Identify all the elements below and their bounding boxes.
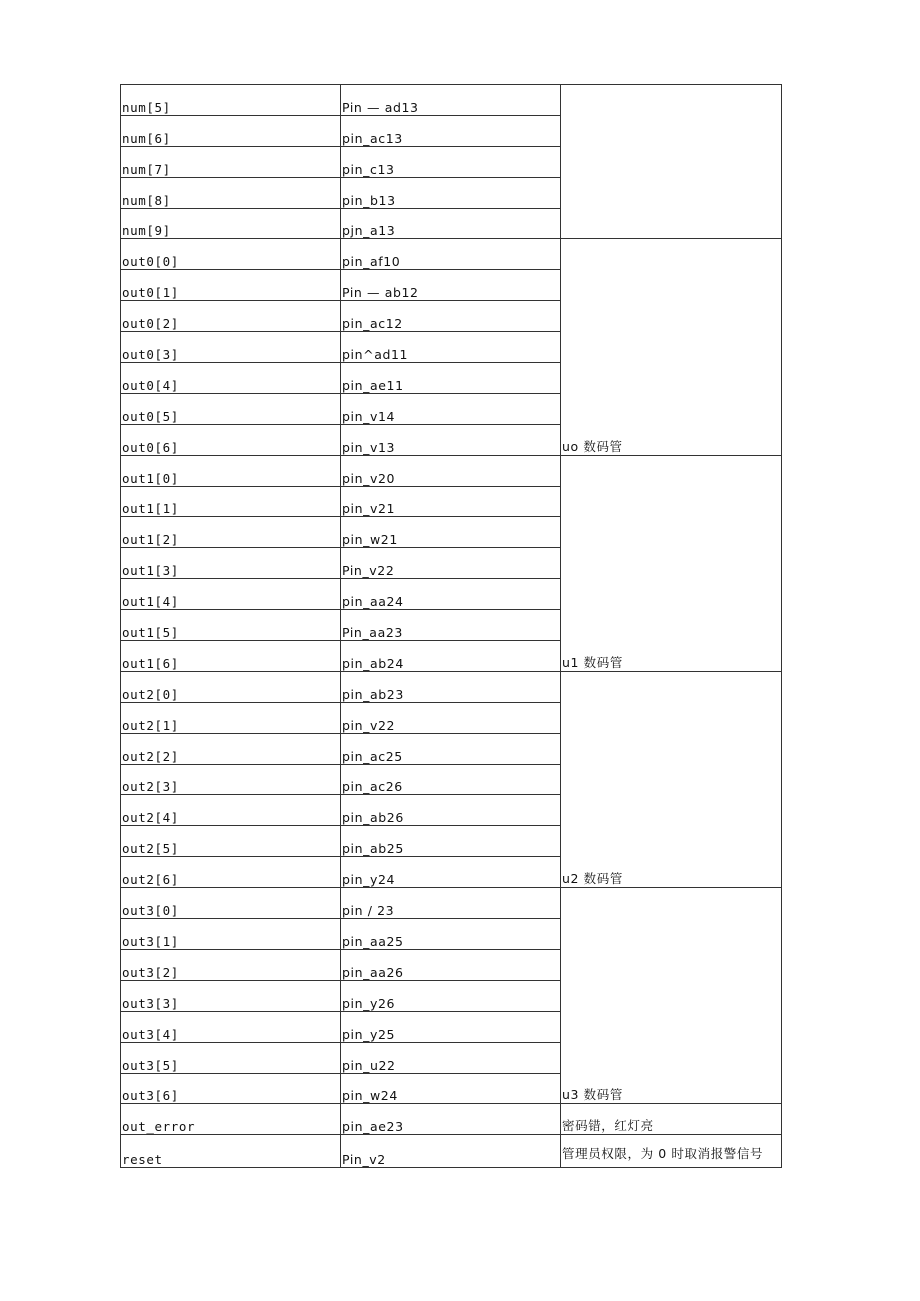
signal-name-cell: out3[2] bbox=[121, 949, 341, 980]
pin-location-cell: pin^ad11 bbox=[341, 332, 561, 363]
signal-name-cell: num[7] bbox=[121, 146, 341, 177]
signal-name-cell: out2[0] bbox=[121, 671, 341, 702]
signal-name-cell: out1[2] bbox=[121, 517, 341, 548]
pin-location-cell: pjn_a13 bbox=[341, 208, 561, 239]
signal-name-cell: out2[1] bbox=[121, 702, 341, 733]
signal-name-cell: out1[6] bbox=[121, 641, 341, 672]
signal-name-cell: out0[5] bbox=[121, 393, 341, 424]
signal-name-cell: out0[1] bbox=[121, 270, 341, 301]
table-row bbox=[121, 671, 782, 702]
table-row bbox=[121, 239, 782, 270]
pin-location-cell: pin_ae23 bbox=[341, 1104, 561, 1135]
table-row bbox=[121, 888, 782, 919]
signal-name-cell: num[8] bbox=[121, 177, 341, 208]
signal-name-cell: out0[3] bbox=[121, 332, 341, 363]
signal-name-cell: out2[4] bbox=[121, 795, 341, 826]
signal-name-cell: num[5] bbox=[121, 85, 341, 116]
pin-location-cell: pin / 23 bbox=[341, 888, 561, 919]
table-row bbox=[121, 85, 782, 116]
signal-name-cell: out2[6] bbox=[121, 857, 341, 888]
pin-location-cell: pin_v21 bbox=[341, 486, 561, 517]
pin-location-cell: pin_v13 bbox=[341, 424, 561, 455]
signal-name-cell: out0[6] bbox=[121, 424, 341, 455]
signal-name-cell: out1[1] bbox=[121, 486, 341, 517]
pin-location-cell: pin_y26 bbox=[341, 980, 561, 1011]
signal-name-cell: out3[5] bbox=[121, 1042, 341, 1073]
signal-name-cell: out3[0] bbox=[121, 888, 341, 919]
signal-name-cell: out0[4] bbox=[121, 363, 341, 394]
pin-location-cell: pin_w24 bbox=[341, 1073, 561, 1104]
pin-location-cell: pin_v20 bbox=[341, 455, 561, 486]
table-row bbox=[121, 1104, 782, 1135]
signal-name-cell: out1[4] bbox=[121, 579, 341, 610]
pin-location-cell: pin_ab23 bbox=[341, 671, 561, 702]
signal-name-cell: out0[0] bbox=[121, 239, 341, 270]
signal-name-cell: out1[0] bbox=[121, 455, 341, 486]
signal-name-cell: out3[3] bbox=[121, 980, 341, 1011]
signal-name-cell: out3[4] bbox=[121, 1011, 341, 1042]
pin-location-cell: pin_v14 bbox=[341, 393, 561, 424]
pin-location-cell: pin_aa24 bbox=[341, 579, 561, 610]
description-cell-out-error: 密码错，红灯亮 bbox=[561, 1104, 782, 1135]
description-cell-reset: 管理员权限，为 0 时取消报警信号 bbox=[561, 1135, 782, 1168]
pin-location-cell: pin_aa26 bbox=[341, 949, 561, 980]
signal-name-cell: out2[3] bbox=[121, 764, 341, 795]
description-cell-out2: u2 数码管 bbox=[561, 671, 782, 887]
pin-location-cell: pin_v22 bbox=[341, 702, 561, 733]
description-cell-out1: u1 数码管 bbox=[561, 455, 782, 671]
pin-location-cell: Pin — ad13 bbox=[341, 85, 561, 116]
pin-location-cell: pin_c13 bbox=[341, 146, 561, 177]
pin-location-cell: pin_u22 bbox=[341, 1042, 561, 1073]
pin-location-cell: pin_b13 bbox=[341, 177, 561, 208]
table-row bbox=[121, 1135, 782, 1168]
pin-location-cell: pin_ab25 bbox=[341, 826, 561, 857]
pin-location-cell: pin_af10 bbox=[341, 239, 561, 270]
signal-name-cell: out3[1] bbox=[121, 919, 341, 950]
pin-location-cell: pin_ac13 bbox=[341, 115, 561, 146]
signal-name-cell: num[9] bbox=[121, 208, 341, 239]
signal-name-cell: out1[3] bbox=[121, 548, 341, 579]
signal-name-cell: num[6] bbox=[121, 115, 341, 146]
table-row bbox=[121, 455, 782, 486]
pin-location-cell: pin_ac26 bbox=[341, 764, 561, 795]
signal-name-cell: out3[6] bbox=[121, 1073, 341, 1104]
signal-name-cell: reset bbox=[121, 1135, 341, 1168]
signal-name-cell: out_error bbox=[121, 1104, 341, 1135]
pin-location-cell: Pin_aa23 bbox=[341, 610, 561, 641]
signal-name-cell: out2[5] bbox=[121, 826, 341, 857]
pin-location-cell: pin_y24 bbox=[341, 857, 561, 888]
pin-location-cell: Pin_v22 bbox=[341, 548, 561, 579]
pin-location-cell: pin_ac25 bbox=[341, 733, 561, 764]
pin-location-cell: pin_ae11 bbox=[341, 363, 561, 394]
signal-name-cell: out1[5] bbox=[121, 610, 341, 641]
pin-location-cell: Pin — ab12 bbox=[341, 270, 561, 301]
description-cell-out3: u3 数码管 bbox=[561, 888, 782, 1104]
pin-location-cell: Pin_v2 bbox=[341, 1135, 561, 1168]
pin-location-cell: pin_ab26 bbox=[341, 795, 561, 826]
signal-name-cell: out0[2] bbox=[121, 301, 341, 332]
description-cell-out0: uo 数码管 bbox=[561, 239, 782, 455]
pin-location-cell: pin_ac12 bbox=[341, 301, 561, 332]
pin-location-cell: pin_w21 bbox=[341, 517, 561, 548]
pin-table-body bbox=[121, 85, 782, 1168]
pin-assignment-table bbox=[120, 84, 782, 1168]
signal-name-cell: out2[2] bbox=[121, 733, 341, 764]
pin-location-cell: pin_ab24 bbox=[341, 641, 561, 672]
pin-location-cell: pin_aa25 bbox=[341, 919, 561, 950]
pin-location-cell: pin_y25 bbox=[341, 1011, 561, 1042]
description-cell-num-group bbox=[561, 85, 782, 239]
